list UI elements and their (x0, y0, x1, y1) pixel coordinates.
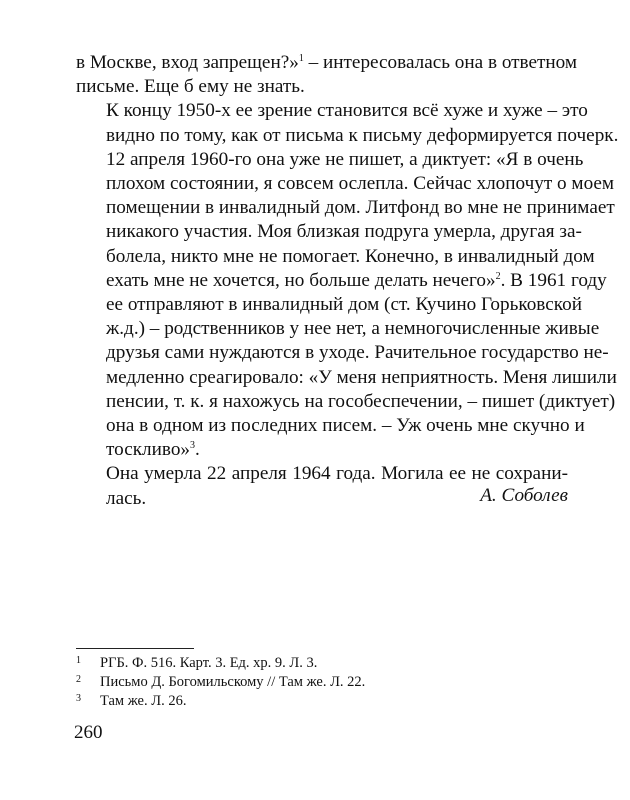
text-line: плохом состоянии, я совсем ослепла. Сейчас хлопочут о моем (106, 173, 615, 195)
footnote (76, 674, 568, 693)
text-line: друзья сами нуждаются в уходе. Рачительное государство не- (106, 342, 609, 364)
footnote (76, 655, 568, 674)
text-line: видно по тому, как от письма к письму деформируется почерк. (106, 124, 619, 146)
text-line: она в одном из последних писем. – Уж очень мне скучно и (106, 415, 585, 437)
text-line: Она умерла 22 апреля 1964 года. Могила ее не сохрани- (106, 463, 568, 485)
text-line: ехать мне не хочется, но больше делать нечего»$^2$. В 1961 году (106, 269, 607, 291)
author-signature: А. Соболев (480, 485, 568, 506)
footnote-text: Там же. Л. 26. (100, 693, 187, 709)
paragraph (76, 51, 578, 99)
text-line: пенсии, т. к. я нахожусь на гособеспечении, – пишет (диктует) (106, 390, 616, 412)
footnote-divider (76, 648, 194, 649)
footnotes (76, 655, 568, 712)
text-line: письме. Еще б ему не знать. (76, 76, 305, 98)
text-line: ее отправляют в инвалидный дом (ст. Кучино Горьковской (106, 294, 582, 316)
page-number: 260 (74, 722, 103, 743)
text-line: помещении в инвалидный дом. Литфонд во мне не принимает (106, 197, 615, 219)
text-line: 12 апреля 1960-го она уже не пишет, а диктует: «Я в очень (106, 148, 584, 170)
footnote-number: 3 (76, 693, 81, 704)
text-line: ж.д.) – родственников у нее нет, а немногочисленные живые (106, 318, 600, 340)
footnote (76, 693, 568, 712)
text-line: лась. (106, 487, 147, 509)
footnote-ref[interactable]: 1 (298, 53, 304, 64)
paragraph (76, 99, 619, 462)
text-line: тоскливо»$^3$. (106, 439, 200, 461)
text-line: никакого участия. Моя близкая подруга умерла, другая за- (106, 221, 582, 243)
footnote-number: 1 (76, 655, 81, 666)
footnote-number: 2 (76, 674, 81, 685)
text-line: К концу 1950-х ее зрение становится всё хуже и хуже – это (106, 100, 588, 122)
body-text (76, 51, 619, 511)
text-line: медленно среагировало: «У меня неприятность. Меня лишили (106, 366, 617, 388)
text-line: в Москве, вход запрещен?»$^1$ – интересовалась она в ответном (76, 52, 578, 73)
footnote-text: Письмо Д. Богомильскому // Там же. Л. 22. (100, 674, 366, 690)
footnote-ref[interactable]: 2 (495, 270, 501, 282)
text-line: болела, никто мне не помогает. Конечно, в инвалидный дом (106, 245, 595, 267)
footnote-ref[interactable]: 3 (190, 440, 196, 452)
footnote-text: РГБ. Ф. 516. Карт. 3. Ед. хр. 9. Л. 3. (100, 655, 318, 671)
